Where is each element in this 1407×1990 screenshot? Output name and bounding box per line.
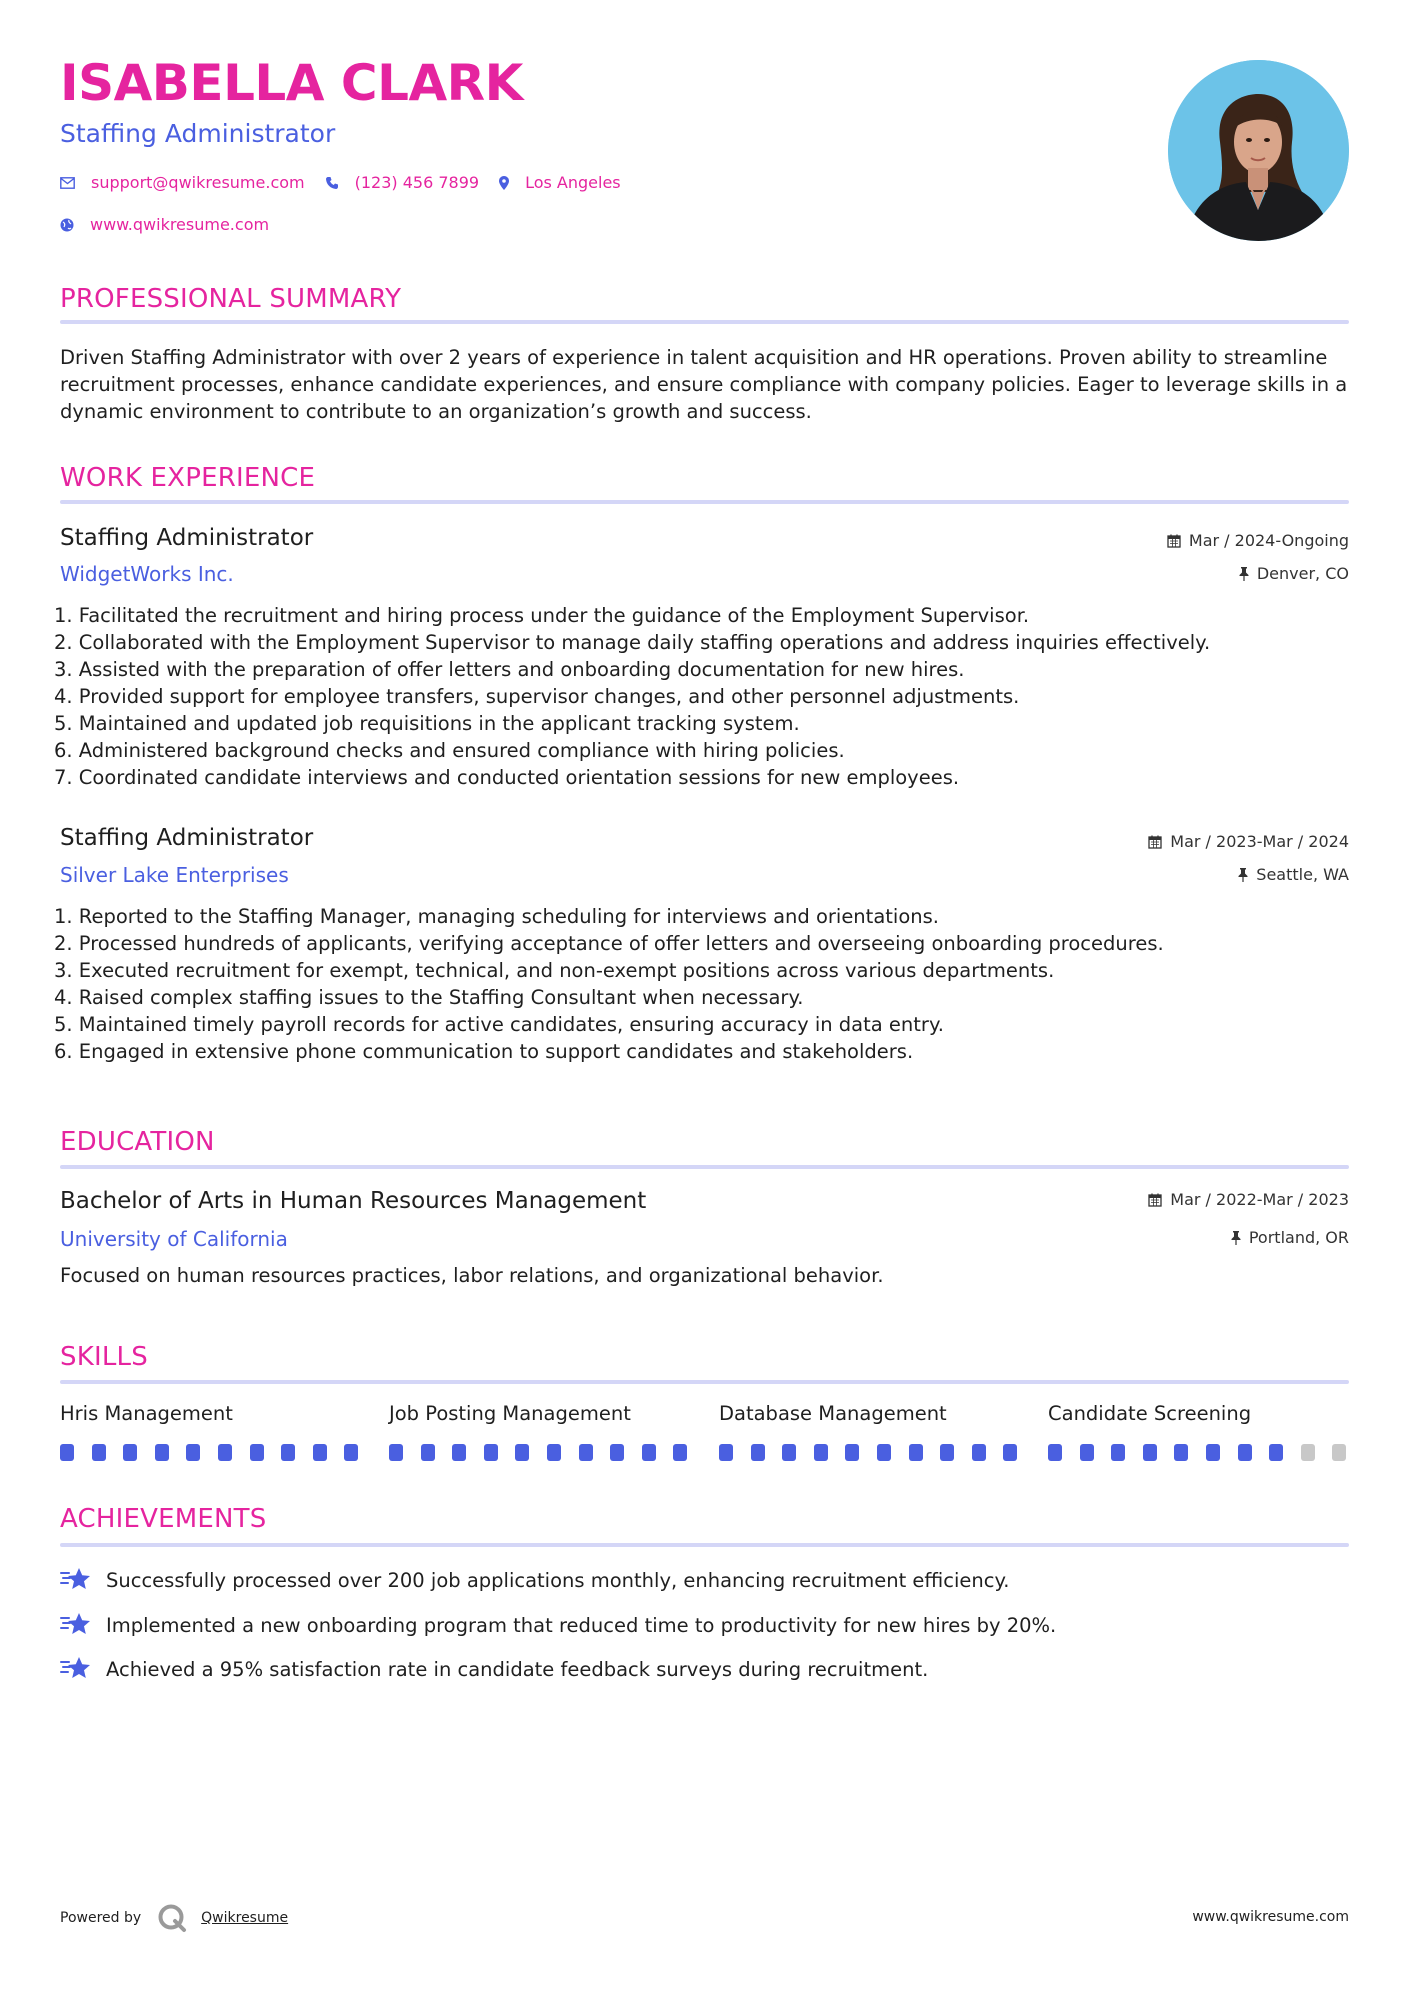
candidate-name: ISABELLA CLARK xyxy=(60,54,523,112)
list-item: 6. Engaged in extensive phone communication to support candidates and stakeholders. xyxy=(54,1040,914,1063)
list-item: 2. Processed hundreds of applicants, verifying acceptance of offer letters and overseeing onboarding procedures. xyxy=(54,932,1164,955)
achievement-item xyxy=(60,1567,1009,1593)
envelope-icon xyxy=(60,177,75,189)
skill-item xyxy=(1048,1404,1348,1461)
skill-dot-filled xyxy=(1143,1444,1157,1461)
skills-heading: SKILLS xyxy=(60,1342,148,1372)
degree-title: Bachelor of Arts in Human Resources Management xyxy=(60,1188,647,1214)
skill-dot-filled xyxy=(1048,1444,1062,1461)
list-item: 5. Maintained and updated job requisitions in the applicant tracking system. xyxy=(54,712,800,735)
calendar-icon xyxy=(1148,1193,1162,1207)
list-item: 1. Reported to the Staffing Manager, managing scheduling for interviews and orientations. xyxy=(54,905,939,928)
skill-rating xyxy=(60,1444,360,1461)
skill-dot-filled xyxy=(579,1444,593,1461)
list-item: 2. Collaborated with the Employment Supervisor to manage daily staffing operations and address inquiries effectively. xyxy=(54,631,1211,654)
skill-dot-filled xyxy=(1111,1444,1125,1461)
qwikresume-logo-icon xyxy=(157,1903,187,1933)
star-icon xyxy=(60,1612,92,1638)
skill-dot-filled xyxy=(313,1444,327,1461)
section-divider xyxy=(60,320,1349,324)
pushpin-icon xyxy=(1238,868,1248,882)
skill-dot-filled xyxy=(719,1444,733,1461)
location-item xyxy=(499,173,621,192)
achievement-text: Implemented a new onboarding program that reduced time to productivity for new hires by 20%. xyxy=(106,1613,1057,1637)
list-item: 4. Raised complex staffing issues to the Staffing Consultant when necessary. xyxy=(54,986,804,1009)
star-icon xyxy=(60,1567,92,1593)
list-item: 4. Provided support for employee transfers, supervisor changes, and other personnel adjustments. xyxy=(54,685,1020,708)
education-dates-text: Mar / 2022-Mar / 2023 xyxy=(1170,1190,1349,1209)
skill-dot-filled xyxy=(92,1444,106,1461)
skill-dot-filled xyxy=(877,1444,891,1461)
skill-name: Candidate Screening xyxy=(1048,1402,1252,1425)
calendar-icon xyxy=(1148,835,1162,849)
skill-dot-filled xyxy=(940,1444,954,1461)
achievement-item xyxy=(60,1612,1056,1638)
skill-dot-filled xyxy=(218,1444,232,1461)
skill-dot-filled xyxy=(673,1444,687,1461)
skill-item xyxy=(389,1404,689,1461)
skill-dot-filled xyxy=(814,1444,828,1461)
achievement-text: Successfully processed over 200 job applications monthly, enhancing recruitment efficiency. xyxy=(106,1568,1010,1592)
job-bullets xyxy=(54,903,1354,1065)
contact-row xyxy=(60,173,641,192)
skill-rating xyxy=(389,1444,689,1461)
skill-dot-filled xyxy=(186,1444,200,1461)
skill-dot-filled xyxy=(421,1444,435,1461)
phone-item[interactable] xyxy=(325,173,479,192)
email-item[interactable] xyxy=(60,173,305,192)
phone-text[interactable]: (123) 456 7899 xyxy=(354,173,480,192)
list-item: 3. Assisted with the preparation of offer letters and onboarding documentation for new hires. xyxy=(54,658,965,681)
skill-dot-filled xyxy=(515,1444,529,1461)
skill-item xyxy=(719,1404,1019,1461)
job-location xyxy=(1239,566,1349,582)
pushpin-icon xyxy=(1239,567,1249,581)
section-divider xyxy=(60,1165,1349,1169)
job-location-text: Seattle, WA xyxy=(1256,865,1349,884)
brand-link[interactable]: Qwikresume xyxy=(201,1910,289,1926)
section-divider xyxy=(60,1543,1349,1547)
skill-dot-filled xyxy=(281,1444,295,1461)
job-dates xyxy=(1148,834,1349,850)
job-location-text: Denver, CO xyxy=(1256,564,1349,583)
list-item: 5. Maintained timely payroll records for active candidates, ensuring accuracy in data entry. xyxy=(54,1013,944,1036)
list-item: 6. Administered background checks and ensured compliance with hiring policies. xyxy=(54,739,845,762)
website-item[interactable] xyxy=(60,215,269,234)
section-divider xyxy=(60,500,1349,504)
skill-dot-filled xyxy=(1174,1444,1188,1461)
list-item: 1. Facilitated the recruitment and hiring process under the guidance of the Employment Supervisor. xyxy=(54,604,1030,627)
phone-icon xyxy=(325,176,339,190)
skill-dot-filled xyxy=(484,1444,498,1461)
skill-dot-empty xyxy=(1332,1444,1346,1461)
skill-name: Hris Management xyxy=(60,1402,233,1425)
achievements-heading: ACHIEVEMENTS xyxy=(60,1504,267,1534)
skill-dot-filled xyxy=(389,1444,403,1461)
skill-dot-filled xyxy=(642,1444,656,1461)
skill-item xyxy=(60,1404,360,1461)
skill-dot-filled xyxy=(909,1444,923,1461)
skill-name: Job Posting Management xyxy=(389,1402,631,1425)
job-dates xyxy=(1167,533,1349,549)
skill-rating xyxy=(1048,1444,1348,1461)
powered-by-label: Powered by xyxy=(60,1910,142,1926)
avatar xyxy=(1168,60,1349,241)
job-location xyxy=(1238,867,1349,883)
skill-dot-filled xyxy=(123,1444,137,1461)
skill-dot-filled xyxy=(1206,1444,1220,1461)
profile-photo xyxy=(1168,60,1349,241)
list-item: 3. Executed recruitment for exempt, technical, and non-exempt positions across various departments. xyxy=(54,959,1055,982)
summary-heading: PROFESSIONAL SUMMARY xyxy=(60,284,402,314)
skill-dot-filled xyxy=(1003,1444,1017,1461)
skill-dot-filled xyxy=(250,1444,264,1461)
experience-heading: WORK EXPERIENCE xyxy=(60,463,316,493)
website-text[interactable]: www.qwikresume.com xyxy=(90,215,270,234)
education-dates xyxy=(1148,1192,1349,1208)
skill-dot-filled xyxy=(1238,1444,1252,1461)
job-dates-text: Mar / 2024-Ongoing xyxy=(1188,531,1349,550)
list-item: 7. Coordinated candidate interviews and conducted orientation sessions for new employees. xyxy=(54,766,960,789)
skill-dot-filled xyxy=(60,1444,74,1461)
skill-dot-filled xyxy=(155,1444,169,1461)
skill-dot-filled xyxy=(344,1444,358,1461)
footer-branding xyxy=(60,1903,288,1933)
skill-dot-filled xyxy=(845,1444,859,1461)
skill-dot-filled xyxy=(610,1444,624,1461)
website-row xyxy=(60,215,289,234)
education-heading: EDUCATION xyxy=(60,1127,215,1157)
job-title: Staffing Administrator xyxy=(60,525,314,551)
education-location xyxy=(1231,1230,1349,1246)
globe-icon xyxy=(60,218,74,232)
email-text[interactable]: support@qwikresume.com xyxy=(91,173,305,192)
skill-dot-empty xyxy=(1301,1444,1315,1461)
skill-dot-filled xyxy=(452,1444,466,1461)
achievement-text: Achieved a 95% satisfaction rate in candidate feedback surveys during recruitment. xyxy=(106,1657,929,1681)
summary-text: Driven Staffing Administrator with over 2 years of experience in talent acquisition and HR operations. Proven ability to streamline recruitment processes, enhance candidate experiences, and ensure compliance with company policies. Eager to leverage skills in a dynamic environment to contribute to an organization’s growth and success. xyxy=(60,346,1348,423)
job-bullets xyxy=(54,602,1354,791)
footer-website[interactable]: www.qwikresume.com xyxy=(1192,1909,1349,1925)
star-icon xyxy=(60,1656,92,1682)
skill-dot-filled xyxy=(547,1444,561,1461)
education-description: Focused on human resources practices, labor relations, and organizational behavior. xyxy=(60,1264,884,1287)
company-name: WidgetWorks Inc. xyxy=(60,562,234,586)
location-text: Los Angeles xyxy=(525,173,621,192)
education-location-text: Portland, OR xyxy=(1248,1228,1349,1247)
job-title: Staffing Administrator xyxy=(60,825,314,851)
candidate-role: Staffing Administrator xyxy=(60,119,336,148)
skill-dot-filled xyxy=(782,1444,796,1461)
calendar-icon xyxy=(1167,534,1181,548)
achievement-item xyxy=(60,1656,928,1682)
skill-rating xyxy=(719,1444,1019,1461)
pushpin-icon xyxy=(1231,1231,1241,1245)
company-name: Silver Lake Enterprises xyxy=(60,863,289,887)
skill-dot-filled xyxy=(1080,1444,1094,1461)
skill-dot-filled xyxy=(751,1444,765,1461)
map-pin-icon xyxy=(499,176,509,190)
job-dates-text: Mar / 2023-Mar / 2024 xyxy=(1170,832,1349,851)
skill-dot-filled xyxy=(972,1444,986,1461)
skill-dot-filled xyxy=(1269,1444,1283,1461)
skill-name: Database Management xyxy=(719,1402,947,1425)
school-name: University of California xyxy=(60,1227,288,1251)
section-divider xyxy=(60,1380,1349,1384)
